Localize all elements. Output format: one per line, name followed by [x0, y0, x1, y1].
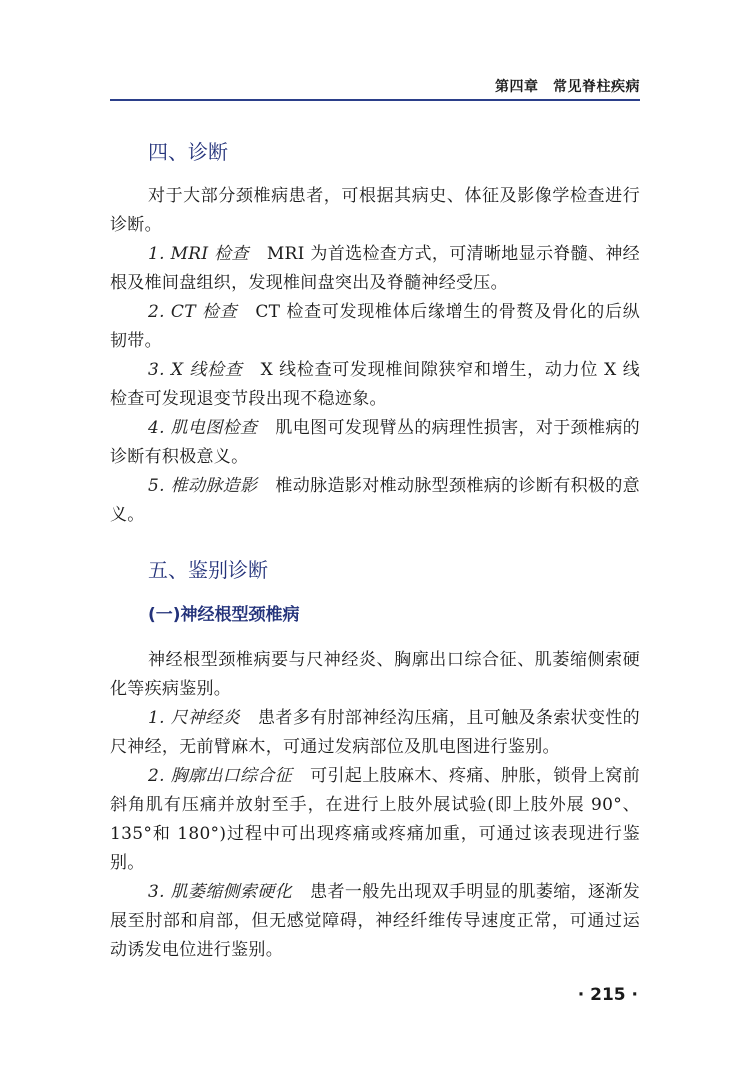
term-text: CT 检查可发现椎体后缘增生的骨赘及骨化的后纵韧带。 [110, 302, 640, 351]
page-content [110, 130, 640, 965]
term-text: MRI 为首选检查方式，可清晰地显示脊髓、神经根及椎间盘组织，发现椎间盘突出及脊髓神经受压。 [110, 244, 640, 293]
section-heading-diagnosis: 四、诊断 [148, 140, 228, 164]
running-header: 第四章 常见脊柱疾病 [495, 79, 640, 95]
paragraph-intro-differential: 神经根型颈椎病要与尺神经炎、胸廓出口综合征、肌萎缩侧索硬化等疾病鉴别。 [110, 650, 640, 699]
term-text: 患者多有肘部神经沟压痛，且可触及条索状变性的尺神经，无前臂麻木，可通过发病部位及肌电图进行鉴别。 [110, 708, 640, 757]
paragraph-emg [110, 414, 640, 472]
term-text: X 线检查可发现椎间隙狭窄和增生，动力位 X 线检查可发现退变节段出现不稳迹象。 [110, 360, 640, 409]
subsection-heading-radiculopathy: (一)神经根型颈椎病 [148, 605, 300, 625]
term-label: 2. CT 检查 [148, 302, 238, 322]
section-heading-differential: 五、鉴别诊断 [148, 558, 268, 582]
term-label: 3. X 线检查 [148, 360, 243, 380]
term-text: 椎动脉造影对椎动脉型颈椎病的诊断有积极的意义。 [110, 476, 640, 525]
paragraph-ulnar-neuritis [110, 704, 640, 762]
term-text: 患者一般先出现双手明显的肌萎缩，逐渐发展至肘部和肩部，但无感觉障碍，神经纤维传导速度正常，可通过运动诱发电位进行鉴别。 [110, 882, 640, 960]
term-label: 3. 肌萎缩侧索硬化 [148, 882, 293, 902]
term-label: 1. MRI 检查 [148, 244, 249, 264]
paragraph-xray [110, 356, 640, 414]
paragraph-angiography [110, 472, 640, 530]
paragraph-thoracic-outlet [110, 762, 640, 878]
paragraph-als [110, 878, 640, 965]
term-label: 4. 肌电图检查 [148, 418, 258, 438]
paragraph-ct [110, 298, 640, 356]
term-text: 肌电图可发现臂丛的病理性损害，对于颈椎病的诊断有积极意义。 [110, 418, 640, 467]
term-label: 5. 椎动脉造影 [148, 476, 258, 496]
term-label: 2. 胸廓出口综合征 [148, 766, 293, 786]
term-text: 可引起上肢麻木、疼痛、肿胀，锁骨上窝前斜角肌有压痛并放射至手，在进行上肢外展试验(即上肢外展 90°、135°和 180°)过程中可出现疼痛或疼痛加重，可通过该表现进行鉴别。 [110, 766, 640, 873]
paragraph-intro-diagnosis: 对于大部分颈椎病患者，可根据其病史、体征及影像学检查进行诊断。 [110, 186, 640, 235]
page-number: · 215 · [577, 985, 638, 1005]
paragraph-mri [110, 240, 640, 298]
term-label: 1. 尺神经炎 [148, 708, 241, 728]
header-rule [110, 99, 640, 101]
